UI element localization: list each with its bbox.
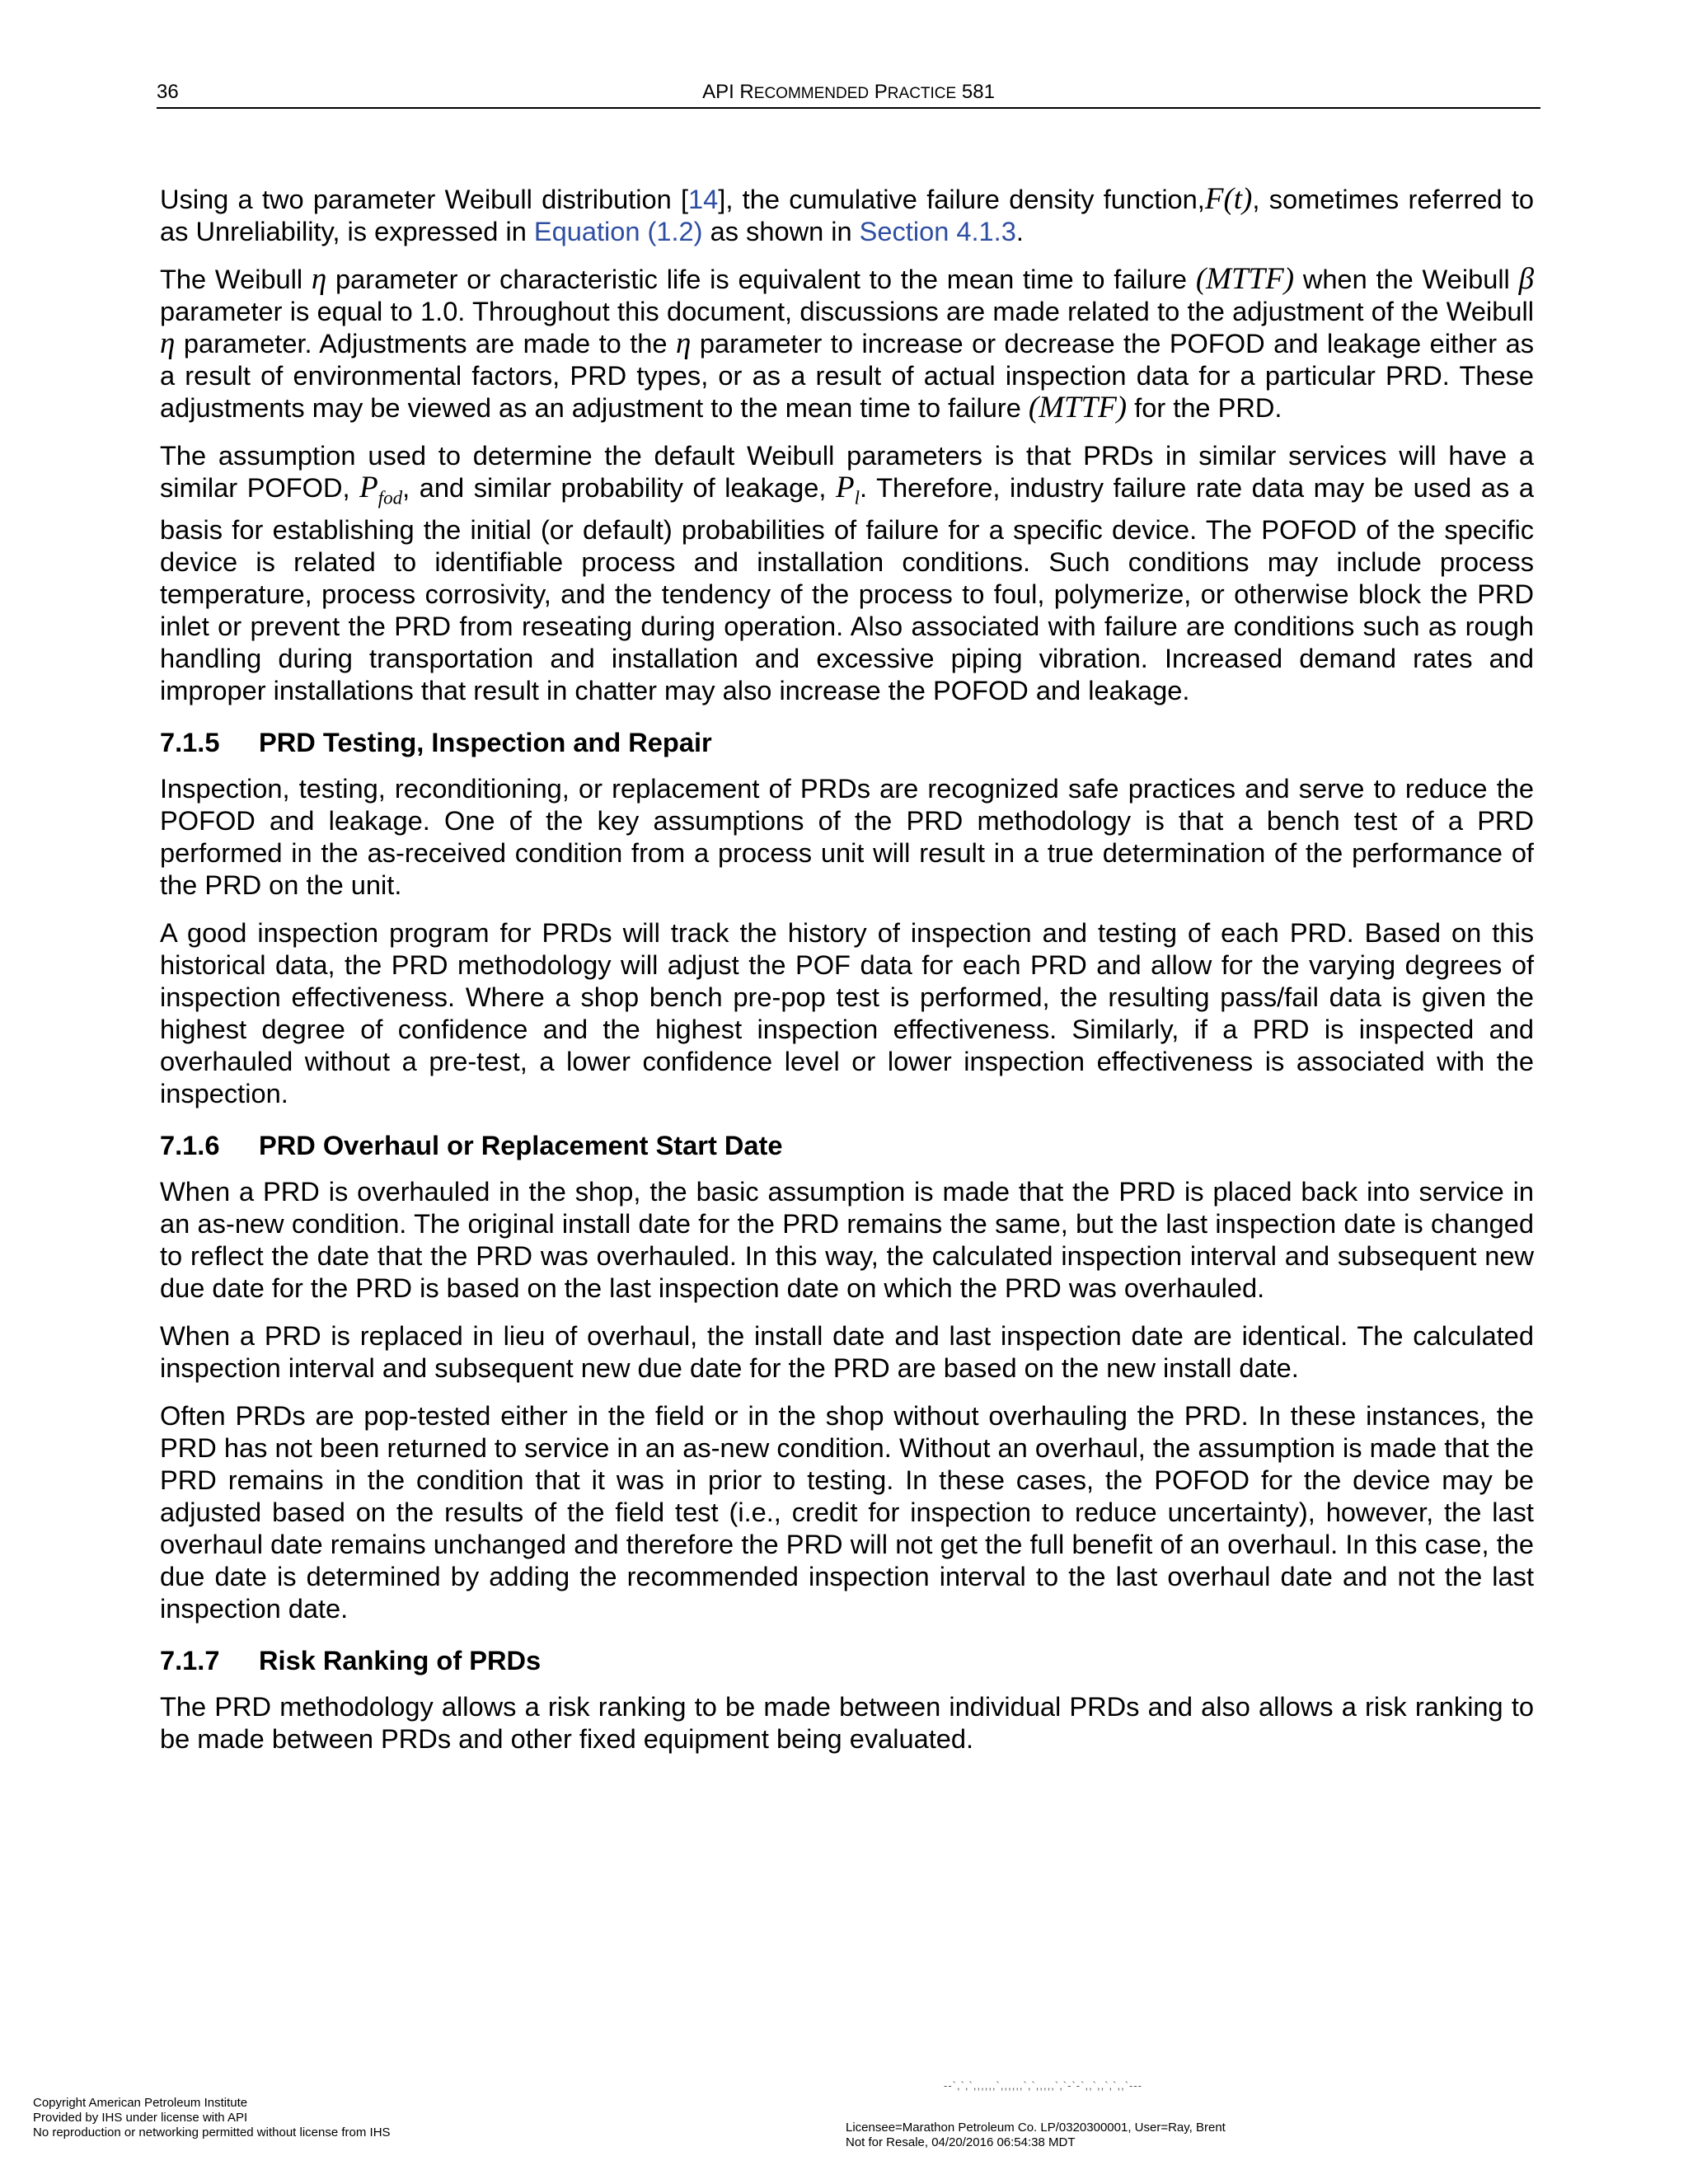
paragraph-7-1-7: The PRD methodology allows a risk ranking to be made between individual PRDs and also allows a risk ranking to be made between PRDs and other fixed equipment being evaluated. <box>160 1691 1534 1755</box>
math-mttf: (MTTF) <box>1028 391 1128 424</box>
section-heading-7-1-5: 7.1.5 PRD Testing, Inspection and Repair <box>160 727 712 758</box>
page-body <box>160 183 1534 1770</box>
section-heading-7-1-6: 7.1.6 PRD Overhaul or Replacement Start Date <box>160 1130 783 1161</box>
math-beta: β <box>1518 262 1535 296</box>
math-mttf: (MTTF) <box>1195 262 1295 296</box>
section-link[interactable]: Section 4.1.3 <box>859 216 1016 246</box>
page-header <box>157 79 1540 109</box>
paragraph-weibull-parameters: The Weibull η parameter or characteristic life is equivalent to the mean time to failure (MTTF) when the Weibull β parameter is equal to 1.0. Throughout this document, discussions are made related to the adjustment of the Weibull η parameter. Adjustments are made to the η parameter to increase or decrease the POFOD and leakage either as a result of environmental factors, PRD types, or as a result of actual inspection data for a particular PRD. These adjustments may be viewed as an adjustment to the mean time to failure (MTTF) for the PRD. <box>160 262 1535 424</box>
math-f-of-t: F(t) <box>1204 182 1253 216</box>
math-eta: η <box>676 326 692 360</box>
paragraph-7-1-6-b: When a PRD is replaced in lieu of overhaul, the install date and last inspection date are identical. The calculated inspection interval and subsequent new due date for the PRD are based on the new install date. <box>160 1320 1534 1384</box>
paragraph-weibull-intro: Using a two parameter Weibull distribution [14], the cumulative failure density function,F(t), sometimes referred to as Unreliability, is expressed in Equation (1.2) as shown in Section 4.1.3. <box>160 182 1534 246</box>
paragraph-7-1-6-c: Often PRDs are pop-tested either in the field or in the shop without overhauling the PRD. In these instances, the PRD has not been returned to service in an as-new condition. Without an overhaul, the assumption is made that the PRD remains in the condition that it was in prior to testing. In these cases, the POFOD for the device may be adjusted based on the results of the field test (i.e., credit for inspection to reduce uncertainty), however, the last overhaul date remains unchanged and therefore the PRD will not get the full benefit of an overhaul. In this case, the due date is determined by adding the recommended inspection interval to the last overhaul date and not the last inspection date. <box>160 1400 1534 1624</box>
math-eta: η <box>311 262 327 296</box>
paragraph-7-1-6-a: When a PRD is overhauled in the shop, the basic assumption is made that the PRD is placed back into service in an as-new condition. The original install date for the PRD remains the same, but the last inspection date is changed to reflect the date that the PRD was overhauled. In this way, the calculated inspection interval and subsequent new due date for the PRD is based on the last inspection date on which the PRD was overhauled. <box>160 1176 1534 1304</box>
footer-license: Licensee=Marathon Petroleum Co. LP/0320300001, User=Ray, Brent Not for Resale, 04/20/2016 06:54:38 MDT <box>846 2121 1226 2149</box>
equation-link[interactable]: Equation (1.2) <box>533 216 703 246</box>
page-number: 36 <box>157 81 179 103</box>
paragraph-default-parameters: The assumption used to determine the default Weibull parameters is that PRDs in similar services will have a similar POFOD, $P_{fod}$, and similar probability of leakage, $P_l$. Therefore, industry failure rate data may be used as a basis for establishing the initial (or default) probabilities of failure for a specific device. The POFOD of the specific device is related to identifiable process and installation conditions. Such conditions may include process temperature, process corrosivity, and the tendency of the process to foul, polymerize, or otherwise block the PRD inlet or prevent the PRD from reseating during operation. Also associated with failure are conditions such as rough handling during transportation and installation and excessive piping vibration. Increased demand rates and improper installations that result in chatter may also increase the POFOD and leakage. <box>160 440 1534 706</box>
section-heading-7-1-7: 7.1.7 Risk Ranking of PRDs <box>160 1645 542 1676</box>
math-p-l: $P_l$ <box>836 471 860 509</box>
document-title: API RECOMMENDED PRACTICE 581 <box>702 81 995 103</box>
math-eta: η <box>160 326 176 360</box>
footer-watermark-noise: --`,`,`,,,,,,`,,,,,,`,`,,,,,`,`-`-`,,`,,`,`,,`--- <box>944 2079 1143 2092</box>
footer-copyright: Copyright American Petroleum Institute Provided by IHS under license with API No reproduction or networking permitted without license from IHS <box>33 2096 391 2139</box>
math-p-fod: $P_{fod}$ <box>359 471 403 509</box>
reference-link-14[interactable]: 14 <box>688 184 719 214</box>
paragraph-7-1-5-b: A good inspection program for PRDs will track the history of inspection and testing of each PRD. Based on this historical data, the PRD methodology will adjust the POF data for each PRD and allow for the varying degrees of inspection effectiveness. Where a shop bench pre-pop test is performed, the resulting pass/fail data is given the highest degree of confidence and the highest inspection effectiveness. Similarly, if a PRD is inspected and overhauled without a pre-test, a lower confidence level or lower inspection effectiveness is associated with the inspection. <box>160 917 1534 1109</box>
paragraph-7-1-5-a: Inspection, testing, reconditioning, or replacement of PRDs are recognized safe practices and serve to reduce the POFOD and leakage. One of the key assumptions of the PRD methodology is that a bench test of a PRD performed in the as-received condition from a process unit will result in a true determination of the performance of the PRD on the unit. <box>160 773 1534 901</box>
